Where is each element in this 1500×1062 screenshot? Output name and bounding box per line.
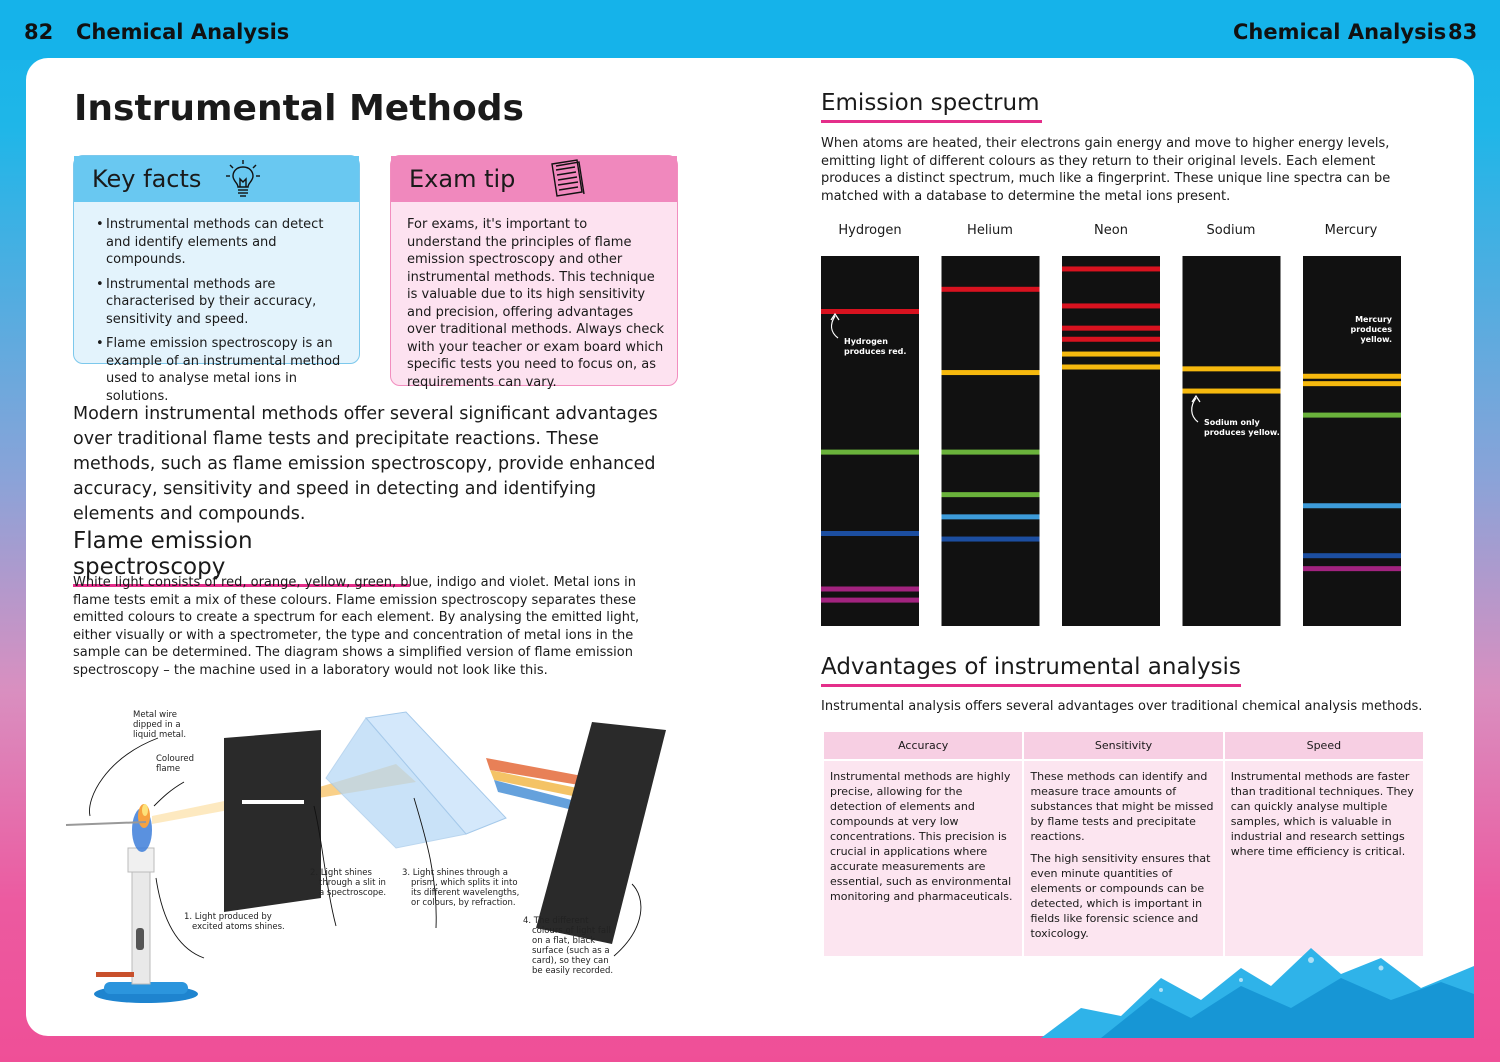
right-page-number: 83	[1448, 20, 1478, 44]
page-title: Instrumental Methods	[74, 88, 524, 129]
table-header-row	[823, 731, 1424, 760]
annotation-hydrogen: Hydrogen produces red.	[844, 337, 907, 356]
label-step-1: 1. Light produced by excited atoms shines.	[184, 912, 285, 932]
spectral-line-hydrogen-magenta	[821, 598, 919, 603]
flame-icon	[132, 804, 152, 852]
key-facts-heading: Key facts	[92, 165, 202, 193]
right-running-title: Chemical Analysis	[1233, 20, 1447, 44]
spectral-line-helium-blue	[942, 537, 1040, 542]
exam-tip-header	[391, 156, 677, 202]
spectral-line-hydrogen-blue	[821, 531, 919, 536]
slit	[242, 800, 304, 804]
left-running-title: Chemical Analysis	[76, 20, 290, 44]
flame-emission-heading: Flame emission spectroscopy	[73, 528, 410, 587]
table-header-sensitivity: Sensitivity	[1023, 731, 1223, 760]
spectrum-label-helium: Helium	[967, 223, 1013, 238]
key-fact-item: • Instrumental methods can detect and identify elements and compounds.	[98, 216, 347, 269]
spectrum-annotation-arrows	[816, 298, 1436, 498]
spectral-line-mercury-blue	[1303, 553, 1401, 558]
spectrum-label-sodium: Sodium	[1206, 223, 1256, 238]
key-fact-item: • Flame emission spectroscopy is an example of an instrumental method used to analyse metal ions in solutions.	[98, 335, 347, 405]
spectral-line-hydrogen-magenta	[821, 587, 919, 592]
label-step-4: 4. The different colours of light fall on a flat, black surface (such as a card), so they can be easily recorded.	[523, 916, 614, 976]
table-header-accuracy: Accuracy	[823, 731, 1023, 760]
spectrum-label-hydrogen: Hydrogen	[838, 223, 902, 238]
bunsen-burner	[94, 848, 198, 1003]
notepad-icon	[547, 158, 587, 200]
intro-paragraph: Modern instrumental methods offer several significant advantages over traditional flame tests and precipitate reactions. These methods, such as flame emission spectroscopy, provide enhanced accuracy, sensitivity and speed in detecting and identifying elements and compounds.	[73, 404, 658, 524]
advantages-table	[822, 730, 1425, 958]
emission-spectrum-heading: Emission spectrum	[821, 90, 1042, 123]
left-page-number: 82	[24, 20, 54, 44]
exam-tip-text: For exams, it's important to understand the principles of flame emission spectroscopy and other instrumental methods. This technique is valuable due to its high sensitivity and precision, offering advantages over traditional methods. Always check with your teacher or exam board which specific tests you need to focus on, as requirements can vary.	[407, 217, 665, 390]
annotation-mercury: Mercury produces yellow.	[1350, 315, 1392, 344]
spectroscope	[224, 730, 321, 912]
key-facts-box	[73, 155, 360, 404]
key-facts-header	[74, 156, 359, 202]
advantages-intro: Instrumental analysis offers several advantages over traditional chemical analysis methods.	[821, 699, 1423, 714]
key-facts-list	[74, 202, 359, 405]
spectral-line-neon-red	[1062, 266, 1160, 271]
spectral-line-mercury-light_blue	[1303, 503, 1401, 508]
table-cell-speed: Instrumental methods are faster than traditional techniques. They can quickly analyse multiple samples, which is valuable in industrial and research settings where time efficiency is critical.	[1224, 760, 1424, 957]
advantages-heading: Advantages of instrumental analysis	[821, 654, 1241, 687]
flame-emission-text: White light consists of red, orange, yellow, green, blue, indigo and violet. Metal ions in flame tests emit a mix of these colours. Flame emission spectroscopy separates these emitted colours to create a spectrum for each element. By analysing the emitted light, either visually or with a spectrometer, the type and concentration of metal ions in the sample can be determined. The diagram shows a simplified version of flame emission spectroscopy – the machine used in a laboratory would not look like this.	[73, 575, 640, 678]
label-step-2: 2. Light shines through a slit in a spectroscope.	[310, 868, 387, 898]
black-card	[536, 722, 666, 944]
label-step-3: 3. Light shines through a prism, which splits it into its different wavelengths, or colours, by refraction.	[402, 868, 520, 908]
spectral-line-helium-light_blue	[942, 514, 1040, 519]
key-fact-item: • Instrumental methods are characterised by their accuracy, sensitivity and speed.	[98, 276, 347, 329]
spectral-line-mercury-magenta	[1303, 566, 1401, 571]
label-coloured-flame: Coloured flame	[156, 754, 195, 774]
table-cell-sensitivity: These methods can identify and measure trace amounts of substances that might be missed by flame tests and precipitate reactions. The high sensitivity ensures that even minute quantities of elements or compounds can be detected, which is important in fields like forensic science and toxicology.	[1023, 760, 1223, 957]
table-header-speed: Speed	[1224, 731, 1424, 760]
spectrum-label-mercury: Mercury	[1324, 223, 1378, 238]
table-cell-accuracy: Instrumental methods are highly precise, allowing for the detection of elements and compounds at very low concentrations. This precision is crucial in applications where accurate measurements are essential, such as environmental monitoring and pharmaceuticals.	[823, 760, 1023, 957]
lightbulb-icon	[226, 159, 260, 199]
spectrum-label-neon: Neon	[1094, 223, 1128, 238]
spectral-line-helium-red	[942, 287, 1040, 292]
annotation-sodium: Sodium only produces yellow.	[1204, 418, 1280, 437]
exam-tip-heading: Exam tip	[409, 165, 516, 193]
page-sheet	[26, 58, 1474, 1036]
label-metal-wire: Metal wire dipped in a liquid metal.	[133, 710, 187, 740]
exam-tip-box	[390, 155, 678, 390]
table-row	[823, 760, 1424, 957]
emission-spectrum-text: When atoms are heated, their electrons gain energy and move to higher energy levels, emitting light of different colours as they return to their original levels. Each element produces a distinct spectrum, much like a fingerprint. These unique line spectra can be matched with a database to determine the metal ions present.	[821, 136, 1391, 204]
decorative-mountain-graphic	[1041, 938, 1474, 1038]
